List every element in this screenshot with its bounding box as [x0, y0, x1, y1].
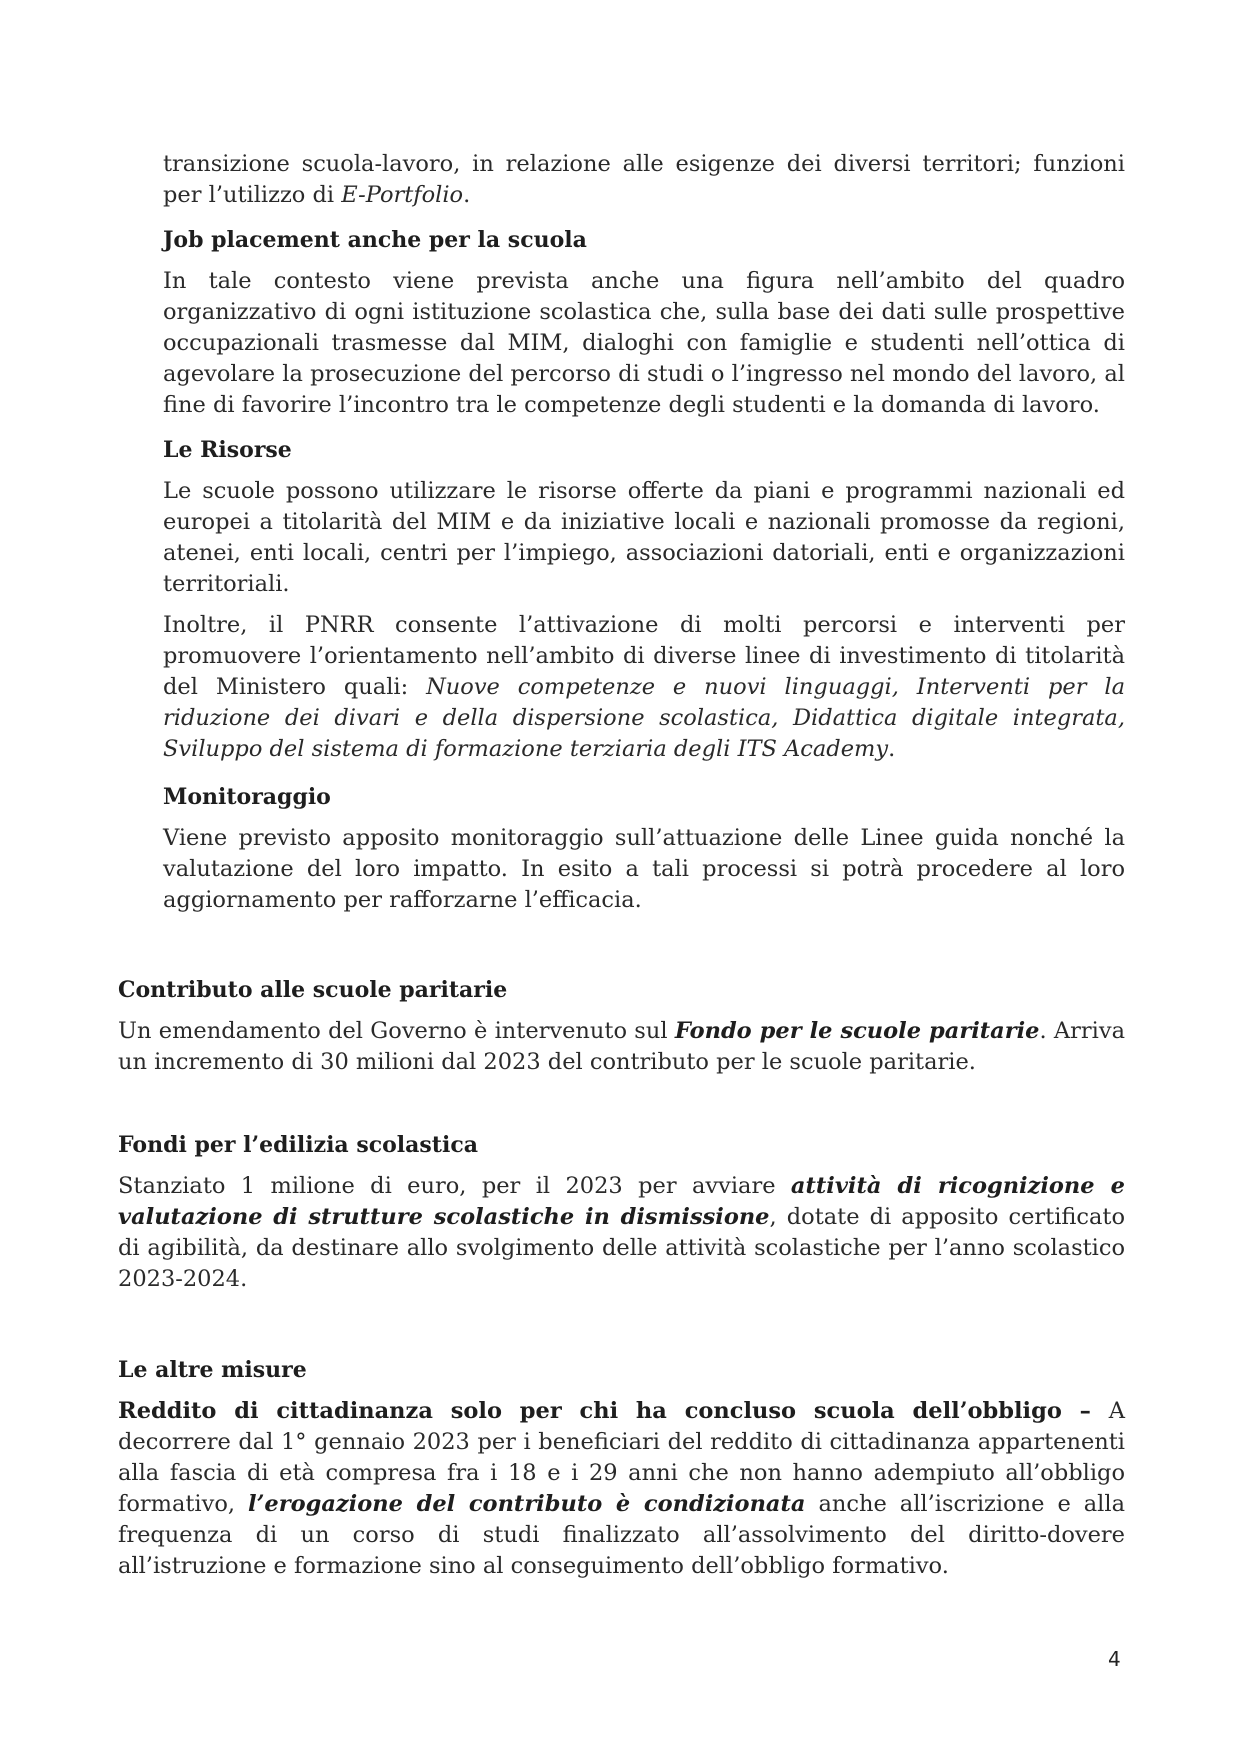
- intro-paragraph: transizione scuola-lavoro, in relazione alle esigenze dei diversi territori; funzioni per l’utilizzo di E-Portfolio.: [163, 151, 1125, 208]
- paritarie-body: Un emendamento del Governo è intervenuto sul Fondo per le scuole paritarie. Arriva un incremento di 30 milioni dal 2023 del contributo per le scuole paritarie.: [118, 1018, 1125, 1075]
- altre-misure-body: Reddito di cittadinanza solo per chi ha concluso scuola dell’obbligo – A decorrere dal 1° gennaio 2023 per i beneficiari del reddito di cittadinanza appartenenti alla fascia di età compresa fra i 18 e i 29 anni che non hanno adempiuto all’obbligo formativo, l’erogazione del contributo è condizionata anche all’iscrizione e alla frequenza di un corso di studi finalizzato all’assolvimento del diritto-dovere all’istruzione e formazione sino al conseguimento dell’obbligo formativo.: [118, 1398, 1125, 1579]
- intro-paragraph-block: [163, 149, 1125, 211]
- edilizia-heading: Fondi per l’edilizia scolastica: [118, 1132, 478, 1158]
- risorse-body-1: Le scuole possono utilizzare le risorse offerte da piani e programmi nazionali ed europei a titolarità del MIM e da iniziative locali e nazionali promosse da regioni, atenei, enti locali, centri per l’impiego, associazioni datoriali, enti e organizzazioni territoriali.: [163, 478, 1125, 597]
- job-placement-body: In tale contesto viene prevista anche una figura nell’ambito del quadro organizzativo di ogni istituzione scolastica che, sulla base dei dati sulle prospettive occupazionali trasmesse dal MIM, dialoghi con famiglie e studenti nell’ottica di agevolare la prosecuzione del percorso di studi o l’ingresso nel mondo del lavoro, al fine di favorire l’incontro tra le competenze degli studenti e la domanda di lavoro.: [163, 268, 1125, 418]
- paritarie-section: [118, 975, 1125, 1078]
- risorse-heading: Le Risorse: [163, 437, 292, 463]
- edilizia-body: Stanziato 1 milione di euro, per il 2023 per avviare attività di ricognizione e valutazione di strutture scolastiche in dismissione, dotate di apposito certificato di agibilità, da destinare allo svolgimento delle attività scolastiche per l’anno scolastico 2023-2024.: [118, 1173, 1125, 1292]
- paritarie-heading: Contributo alle scuole paritarie: [118, 977, 508, 1003]
- altre-misure-heading: Le altre misure: [118, 1357, 307, 1383]
- page-number: 4: [1108, 1647, 1121, 1671]
- monitoraggio-section: [163, 782, 1125, 916]
- job-placement-section: [163, 225, 1125, 421]
- risorse-body-2: Inoltre, il PNRR consente l’attivazione di molti percorsi e interventi per promuovere l’orientamento nell’ambito di diverse linee di investimento di titolarità del Ministero quali: Nuove competenze e nuovi linguaggi, Interventi per la riduzione dei divari e della dispersione scolastica, Didattica digitale integrata, Sviluppo del sistema di formazione terziaria degli ITS Academy.: [163, 612, 1125, 762]
- edilizia-section: [118, 1130, 1125, 1295]
- monitoraggio-heading: Monitoraggio: [163, 784, 331, 810]
- altre-misure-section: [118, 1355, 1125, 1582]
- job-placement-heading: Job placement anche per la scuola: [163, 227, 587, 253]
- monitoraggio-body: Viene previsto apposito monitoraggio sull’attuazione delle Linee guida nonché la valutazione del loro impatto. In esito a tali processi si potrà procedere al loro aggiornamento per rafforzarne l’efficacia.: [163, 825, 1125, 913]
- risorse-section: [163, 435, 1125, 765]
